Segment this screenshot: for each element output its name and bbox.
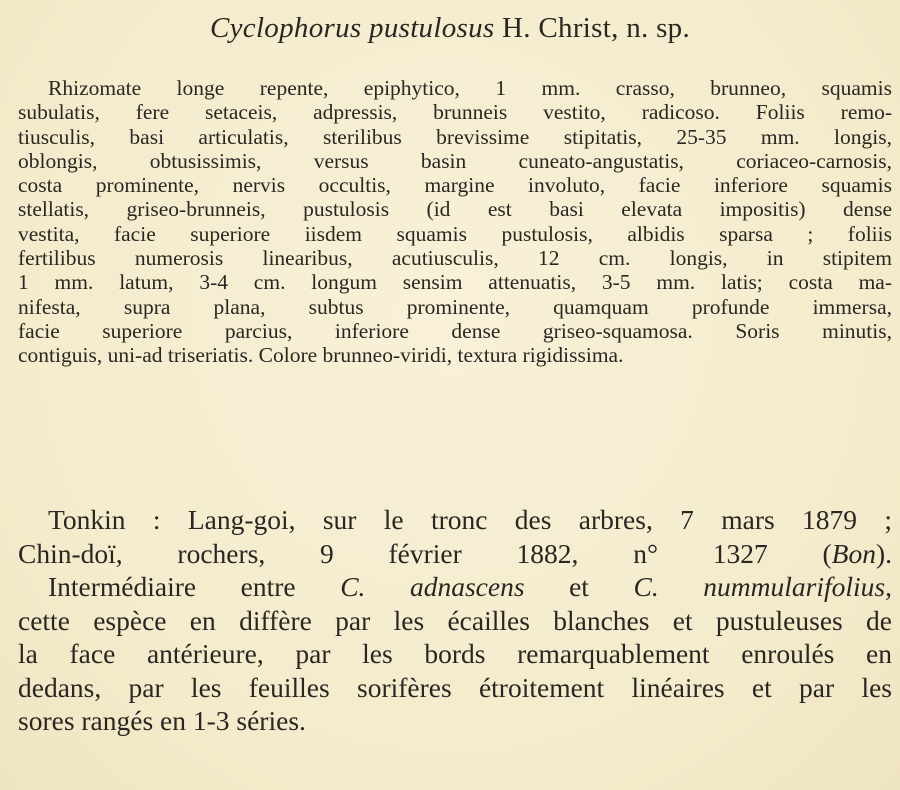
related-species: C. adnascens: [340, 571, 525, 602]
comparison-line: dedans, par les feuilles sorifères étroitement linéaires et par les: [18, 671, 892, 703]
latin-line: stellatis, griseo-brunneis, pustulosis (id est basi elevata impositis) dense: [18, 197, 892, 222]
species-name: Cyclophorus pustulosus: [209, 12, 495, 44]
comparison-line: sores rangés en 1-3 séries.: [18, 705, 306, 736]
comparison-line: cette espèce en diffère par les écailles blanches et pustuleuses de: [18, 604, 892, 636]
locality-line: [18, 537, 892, 571]
comparison-text: et: [524, 571, 634, 602]
species-authority: H. Christ, n. sp.: [494, 12, 691, 44]
locality-text: Chin-doï, rochers, 9 février 1882, n° 1327 (: [18, 537, 832, 569]
latin-line: vestita, facie superiore iisdem squamis pustulosis, albidis sparsa ; foliis: [18, 221, 892, 246]
latin-line: contiguis, uni-ad triseriatis. Colore brunneo-viridi, textura rigidissima.: [18, 343, 624, 368]
latin-line: costa prominente, nervis occultis, margine involuto, facie inferiore squamis: [18, 173, 892, 198]
latin-line: Rhizomate longe repente, epiphytico, 1 mm. crasso, brunneo, squamis: [48, 76, 892, 100]
latin-line: facie superiore parcius, inferiore dense griseo-squamosa. Soris minutis,: [18, 318, 892, 343]
related-species: C. nummularifolius: [633, 571, 886, 602]
comparison-line: [18, 570, 892, 604]
latin-line: nifesta, supra plana, subtus prominente, quamquam profunde immersa,: [18, 294, 892, 319]
comparison-line: la face antérieure, par les bords remarquablement enroulés en: [18, 638, 892, 669]
locality-text: ).: [875, 537, 892, 569]
species-heading: [0, 12, 900, 45]
latin-line: oblongis, obtusissimis, versus basin cuneato-angustatis, coriaceo-carnosis,: [18, 148, 892, 173]
latin-description: [18, 76, 892, 368]
latin-line: tiusculis, basi articulatis, sterilibus brevissime stipitatis, 25-35 mm. longis,: [18, 124, 892, 149]
latin-line: subulatis, fere setaceis, adpressis, brunneis vestito, radicoso. Foliis remo-: [18, 100, 892, 125]
collector-name: Bon: [831, 537, 876, 569]
french-notes: [18, 503, 892, 738]
locality-line: Tonkin : Lang-goi, sur le tronc des arbres, 7 mars 1879 ;: [48, 504, 892, 535]
comparison-text: Intermédiaire entre: [48, 571, 341, 602]
latin-line: fertilibus numerosis linearibus, acutiusculis, 12 cm. longis, in stipitem: [18, 246, 892, 271]
comparison-text: ,: [885, 571, 892, 602]
latin-line: 1 mm. latum, 3-4 cm. longum sensim attenuatis, 3-5 mm. latis; costa ma-: [18, 270, 892, 295]
